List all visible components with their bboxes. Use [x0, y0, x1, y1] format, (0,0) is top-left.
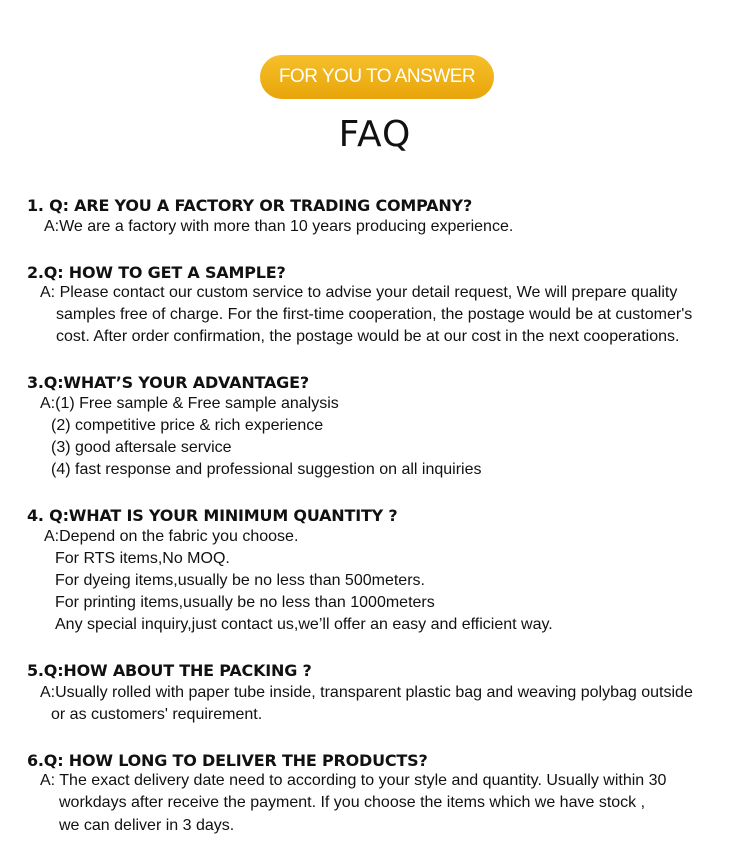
faq-answer-5-line-1: A:Usually rolled with paper tube inside, transparent plastic bag and weaving polybag outside	[40, 684, 693, 701]
for-you-to-answer-badge	[260, 55, 494, 99]
faq-answer-6-line-2: workdays after receive the payment. If you choose the items which we have stock ,	[59, 794, 646, 811]
faq-answer-6-line-1: A: The exact delivery date need to according to your style and quantity. Usually within 30	[40, 772, 667, 789]
faq-answer-2-line-2: samples free of charge. For the first-time cooperation, the postage would be at customer's	[56, 306, 693, 323]
faq-answer-4-line-2: For RTS items,No MOQ.	[55, 550, 230, 567]
faq-question-4: 4. Q:WHAT IS YOUR MINIMUM QUANTITY ?	[27, 506, 398, 525]
faq-answer-4-line-3: For dyeing items,usually be no less than 500meters.	[55, 572, 425, 589]
faq-question-6: 6.Q: HOW LONG TO DELIVER THE PRODUCTS?	[27, 751, 428, 770]
faq-answer-2-line-3: cost. After order confirmation, the postage would be at our cost in the next cooperations.	[56, 328, 680, 345]
faq-answer-3-line-4: (4) fast response and professional suggestion on all inquiries	[51, 461, 482, 478]
faq-answer-4-line-4: For printing items,usually be no less than 1000meters	[55, 594, 435, 611]
page-title: FAQ	[338, 114, 412, 155]
faq-answer-6-line-3: we can deliver in 3 days.	[59, 817, 235, 834]
faq-answer-1-line-1: A:We are a factory with more than 10 years producing experience.	[44, 218, 514, 235]
faq-answer-4-line-1: A:Depend on the fabric you choose.	[44, 528, 299, 545]
faq-question-2: 2.Q: HOW TO GET A SAMPLE?	[27, 263, 286, 282]
faq-answer-5-line-2: or as customers' requirement.	[51, 706, 263, 723]
faq-answer-3-line-3: (3) good aftersale service	[51, 439, 232, 456]
faq-answer-3-line-1: A:(1) Free sample & Free sample analysis	[40, 395, 339, 412]
badge-label: FOR YOU TO ANSWER	[278, 66, 476, 87]
faq-answer-4-line-5: Any special inquiry,just contact us,we’ll offer an easy and efficient way.	[55, 616, 553, 633]
faq-answer-3-line-2: (2) competitive price & rich experience	[51, 417, 324, 434]
faq-question-1: 1. Q: ARE YOU A FACTORY OR TRADING COMPANY?	[27, 196, 473, 215]
faq-answer-2-line-1: A: Please contact our custom service to advise your detail request, We will prepare quality	[40, 284, 678, 301]
faq-question-3: 3.Q:WHAT’S YOUR ADVANTAGE?	[27, 373, 309, 392]
faq-question-5: 5.Q:HOW ABOUT THE PACKING ?	[27, 661, 312, 680]
